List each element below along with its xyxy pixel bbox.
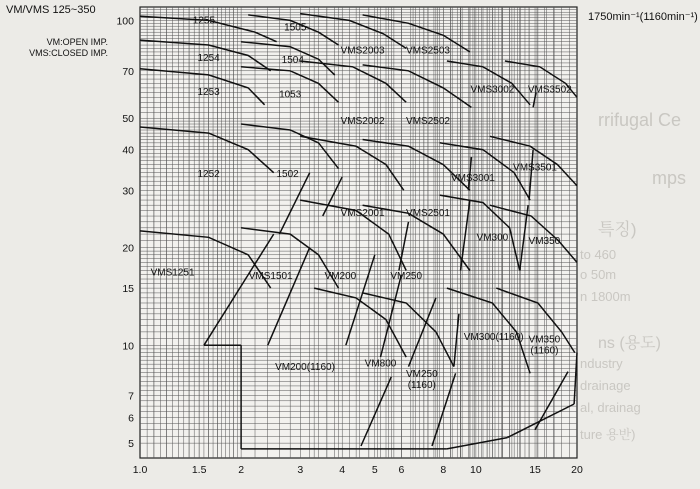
x-tick-label: 1.5 bbox=[191, 464, 207, 476]
region-label bbox=[341, 46, 385, 57]
region-label bbox=[513, 163, 557, 174]
region-label-line: (1160) bbox=[530, 345, 559, 357]
x-tick-label: 6 bbox=[398, 464, 405, 476]
region-label bbox=[464, 332, 524, 343]
region-label-line: VMS2501 bbox=[406, 208, 450, 219]
region-label-line: 1252 bbox=[197, 168, 220, 180]
region-label-line: 1253 bbox=[197, 86, 220, 98]
x-tick-label: 8 bbox=[440, 464, 447, 476]
y-tick-label: 50 bbox=[122, 113, 134, 126]
region-label bbox=[197, 53, 220, 64]
region-label-line: (1160) bbox=[407, 379, 436, 391]
y-tick-label: 30 bbox=[122, 185, 134, 198]
x-tick-label: 3 bbox=[297, 464, 304, 476]
region-label-line: VMS3001 bbox=[450, 173, 495, 185]
region-label-line: VM200 bbox=[324, 271, 357, 282]
region-label-line: 1254 bbox=[197, 53, 220, 64]
y-tick-label: 7 bbox=[128, 390, 134, 403]
region-label-line: VMS3002 bbox=[470, 84, 515, 96]
region-label-line: VMS2003 bbox=[340, 45, 385, 57]
region-label-line: VMS2502 bbox=[406, 116, 450, 127]
region-label bbox=[470, 85, 514, 96]
region-label-line: 1502 bbox=[276, 168, 299, 180]
region-label bbox=[406, 369, 438, 391]
bg-text-2: mps bbox=[652, 168, 687, 188]
region-label-line: VM250 bbox=[390, 271, 423, 282]
region-label-line: VMS2001 bbox=[340, 208, 385, 219]
x-tick-label: 15 bbox=[529, 464, 541, 476]
legend bbox=[8, 37, 108, 59]
bg-text-3: 특징) bbox=[598, 220, 637, 239]
region-label-line: 1255 bbox=[192, 15, 216, 27]
region-label-line: VMS2002 bbox=[340, 116, 385, 127]
region-label bbox=[529, 236, 561, 247]
bg-text-6: n 1800m bbox=[580, 289, 631, 304]
bg-text-8: ndustry bbox=[580, 356, 623, 371]
x-tick-label: 10 bbox=[470, 464, 482, 476]
region-label bbox=[406, 116, 450, 127]
bg-text-10: al, drainag bbox=[580, 400, 641, 415]
region-label bbox=[341, 116, 385, 127]
region-label-line: VM200(1160) bbox=[275, 361, 335, 373]
bg-text-1: rrifugal Ce bbox=[598, 110, 682, 130]
bg-text-11: ture 용반) bbox=[580, 427, 636, 442]
x-axis bbox=[133, 464, 583, 476]
region-label-line: VM350 bbox=[528, 334, 561, 346]
y-tick-label: 15 bbox=[122, 283, 134, 296]
y-tick-label: 5 bbox=[128, 438, 134, 451]
region-label-line: VM250 bbox=[405, 368, 438, 380]
region-label bbox=[325, 271, 357, 282]
y-tick-label: 40 bbox=[122, 144, 134, 157]
region-label bbox=[528, 85, 572, 96]
y-tick-label: 20 bbox=[122, 242, 134, 255]
region-label-line: VM300 bbox=[476, 232, 509, 244]
region-label bbox=[282, 55, 305, 66]
region-label bbox=[193, 15, 216, 26]
region-label-line: 1053 bbox=[279, 89, 302, 101]
y-axis bbox=[116, 15, 134, 450]
region-label-line: VMS3501 bbox=[513, 162, 557, 174]
region-label bbox=[477, 233, 509, 244]
x-tick-label: 5 bbox=[371, 464, 378, 476]
y-tick-label: 10 bbox=[122, 340, 134, 353]
region-label bbox=[279, 89, 302, 100]
region-label bbox=[197, 87, 220, 98]
region-label bbox=[276, 169, 299, 180]
region-label-line: VMS3502 bbox=[527, 84, 572, 96]
x-tick-label: 1.0 bbox=[132, 464, 148, 476]
y-tick-label: 70 bbox=[122, 65, 134, 78]
region-label-line: VMS2503 bbox=[406, 45, 450, 57]
region-label bbox=[275, 362, 335, 373]
region-label-line: VMS1501 bbox=[248, 271, 293, 282]
region-label bbox=[406, 208, 450, 219]
region-label bbox=[249, 271, 293, 282]
speed-label: 1750min⁻¹(1160min⁻¹) bbox=[588, 11, 698, 23]
region-label bbox=[529, 335, 561, 357]
bg-text-5: o 50m bbox=[580, 267, 617, 282]
region-label-line: VM300(1160) bbox=[463, 331, 524, 343]
legend-open-imp: VM:OPEN IMP. bbox=[46, 37, 108, 47]
x-tick-label: 2 bbox=[238, 464, 245, 476]
region-label bbox=[341, 208, 385, 219]
region-label bbox=[151, 268, 195, 279]
y-tick-label: 100 bbox=[116, 15, 134, 28]
region-label bbox=[197, 169, 220, 180]
region-label bbox=[365, 359, 397, 370]
region-label bbox=[390, 271, 422, 282]
region-label bbox=[284, 23, 307, 34]
region-label-line: 1504 bbox=[281, 54, 304, 66]
region-label bbox=[406, 46, 450, 57]
x-tick-label: 20 bbox=[571, 464, 583, 476]
region-label-line: VM800 bbox=[364, 358, 397, 370]
region-label-line: VMS1251 bbox=[150, 267, 195, 279]
x-tick-label: 4 bbox=[339, 464, 346, 476]
region-label-line: 1505 bbox=[284, 22, 307, 34]
y-tick-label: 6 bbox=[128, 412, 134, 425]
region-label bbox=[451, 173, 495, 184]
chart-title: VM/VMS 125~350 bbox=[6, 4, 96, 16]
legend-closed-imp: VMS:CLOSED IMP. bbox=[29, 48, 108, 58]
bg-text-4: to 460 bbox=[580, 247, 617, 262]
region-label-line: VM350 bbox=[528, 236, 561, 247]
bg-text-9: drainage bbox=[580, 378, 631, 393]
bg-text-7: ns (용도) bbox=[598, 335, 661, 352]
